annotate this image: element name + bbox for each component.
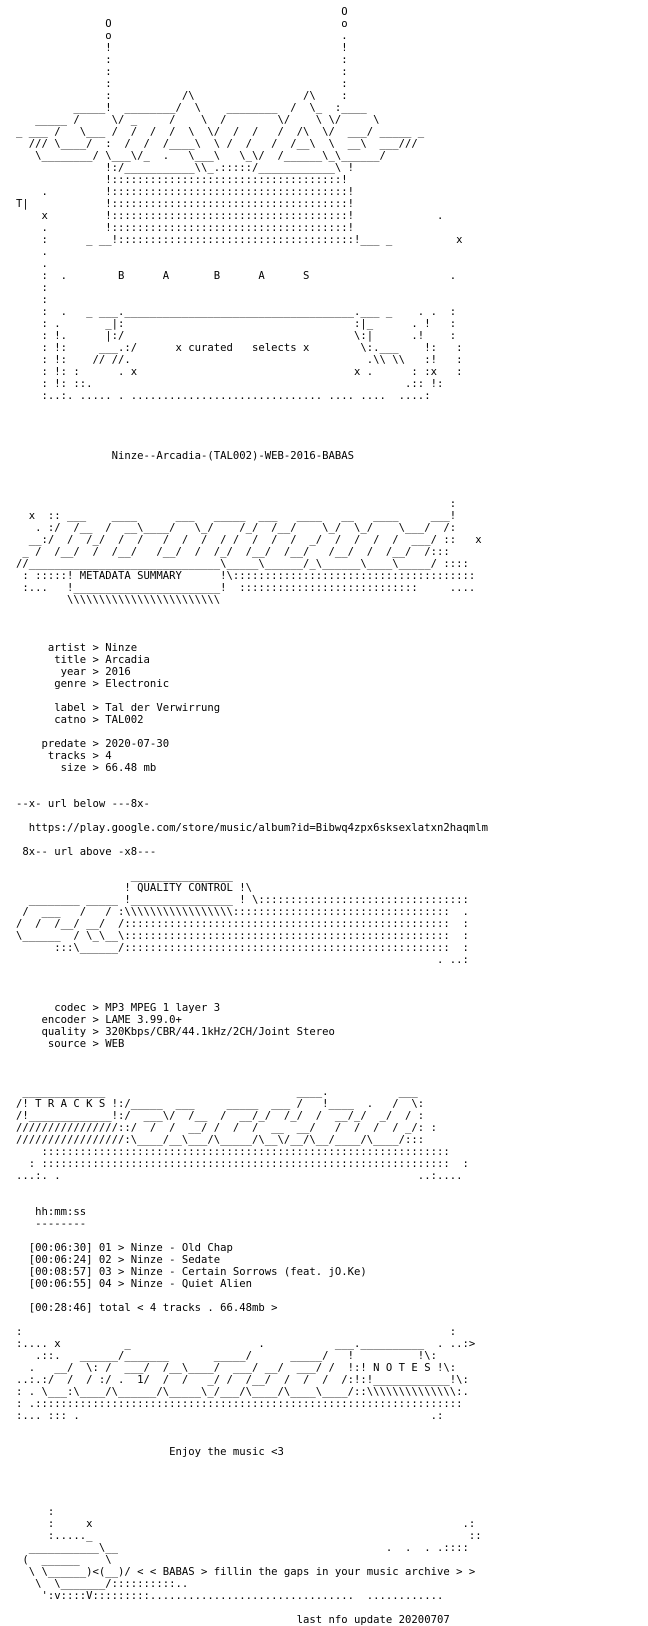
nfo-line [16,990,636,1002]
nfo-line: [00:06:24] 02 > Ninze - Sedate [16,1254,221,1266]
nfo-line [16,1422,636,1434]
nfo-line: :... !_______________________! :::::::::::::::::::::::::::: .... [16,582,476,594]
nfo-line: : _ __!:::::::::::::::::::::::::::::::::::::!___ _ x [16,234,463,246]
nfo-line: o . [16,30,348,42]
nfo-line [16,1290,636,1302]
nfo-line: : . _ ___.____________________________________.___ _ . . : [16,306,457,318]
nfo-line [16,726,636,738]
nfo-line: : : [16,66,348,78]
nfo-line: . [16,258,48,270]
nfo-line [16,1434,636,1446]
nfo-line: __:/ / /_/ / / / / / / / / / / _/ / / / / ___/ :: x [16,534,482,546]
nfo-line: --x- url below ---8x- [16,798,150,810]
nfo-line: x :: ___ ____ ___ _____ ___ ____ __ ____ ___! [16,510,457,522]
nfo-line [16,438,636,450]
nfo-line: . !:::::::::::::::::::::::::::::::::::::! [16,186,355,198]
nfo-line: : : [16,78,348,90]
nfo-line: / ___ / / :\\\\\\\\\\\\\\\\\:::::::::::::::::::::::::::::::::: . [16,906,469,918]
nfo-line: Ninze--Arcadia-(TAL002)-WEB-2016-BABAS [16,450,355,462]
nfo-line: : [16,1506,55,1518]
nfo-line: .::. ______/_______ _____/ _____/ ! !\: [16,1350,437,1362]
nfo-line: catno > TAL002 [16,714,144,726]
nfo-line: /////////////////:\____/__\___/\_____/\__\/__/\__/____/\____/::: [16,1134,425,1146]
nfo-line: year > 2016 [16,666,131,678]
nfo-line: ! ! [16,42,348,54]
nfo-line: predate > 2020-07-30 [16,738,170,750]
nfo-line [16,630,636,642]
nfo-line: : [16,498,457,510]
nfo-line: /// \____/ : / / /____\ \ / / / /__\ \ __\ ___/// [16,138,418,150]
nfo-line: https://play.google.com/store/music/album?id=Bibwq4zpx6sksexlatxn2haqmlm [16,822,488,834]
nfo-line [16,1194,636,1206]
nfo-line: . [16,246,48,258]
nfo-line: :....._ :: [16,1530,482,1542]
nfo-line [16,978,636,990]
nfo-line [16,1062,636,1074]
nfo-line: !::::::::::::::::::::::::::::::::::::! [16,174,348,186]
nfo-line: . !:::::::::::::::::::::::::::::::::::::! [16,222,355,234]
nfo-line: hh:mm:ss [16,1206,87,1218]
nfo-line: title > Arcadia [16,654,150,666]
nfo-line: label > Tal der Verwirrung [16,702,221,714]
nfo-line: : . _|: :|_ . ! : [16,318,457,330]
nfo-line: _ ___ / \___ / / / / \ \/ / / / /\ \/ ___/ _____ _ [16,126,425,138]
nfo-line [16,402,636,414]
nfo-line [16,486,636,498]
nfo-line: [00:08:57] 03 > Ninze - Certain Sorrows (feat. jO.Ke) [16,1266,367,1278]
nfo-line: :... ::: . .: [16,1410,444,1422]
nfo-line: \\\\\\\\\\\\\\\\\\\\\\\\ [16,594,221,606]
nfo-line: : . B A B A S . [16,270,457,282]
nfo-line: : !: // //. .\\ \\ :! : [16,354,463,366]
nfo-line: encoder > LAME 3.99.0+ [16,1014,182,1026]
nfo-line [16,1602,636,1614]
nfo-line: : [16,294,48,306]
nfo-line [16,834,636,846]
nfo-line: \________/ \___\/_ . \___\ \_\/ /______\_\______/ [16,150,386,162]
nfo-line: 8x-- url above -x8--- [16,846,157,858]
nfo-line [16,1074,636,1086]
nfo-line: : . \___:\____/\______/\_____\_/___/\____/\____\____/::\\\\\\\\\\\\\\:. [16,1386,469,1398]
nfo-line [16,1494,636,1506]
nfo-line [16,606,636,618]
nfo-line: : !: ::. .:: !: [16,378,444,390]
nfo-line: \ \_______/::::::::::.. [16,1578,189,1590]
nfo-line: source > WEB [16,1038,125,1050]
nfo-line: !:/___________\\_.:::::/____________\ ! [16,162,355,174]
nfo-line: ________________ [16,870,233,882]
nfo-line: : :::::! METADATA SUMMARY !\:::::::::::::::::::::::::::::::::::::: [16,570,476,582]
nfo-line: //______________________________\_____\______/_\______\____\_____/ :::: [16,558,469,570]
nfo-line: :..:. ..... . .............................. .... .... ....: [16,390,431,402]
nfo-line: \ \______)<(__)/ < < BABAS > fillin the gaps in your music archive > > [16,1566,476,1578]
nfo-line: /!_____________!:/ ___\/ /__ / __/_/ /_/ / __/_/ _/ / : [16,1110,425,1122]
nfo-line: ..:.:/ / / :/ . 1/ / / _/ / /__/ / / / /:!:!____________!\: [16,1374,469,1386]
nfo-line: : [16,282,48,294]
nfo-line: codec > MP3 MPEG 1 layer 3 [16,1002,221,1014]
nfo-line [16,414,636,426]
nfo-line [16,786,636,798]
nfo-line: [00:06:55] 04 > Ninze - Quiet Alien [16,1278,252,1290]
nfo-line: _ / /__/ / /__/ /__/ / /_/ /__/ /__/ /__/ / /__/ /::: [16,546,450,558]
nfo-line [16,474,636,486]
nfo-line: ___________\__ . . . .:::: [16,1542,469,1554]
nfo-line [16,1458,636,1470]
nfo-line: /! T R A C K S !:/_____ ___ _____ ___ / !____ . / \: [16,1098,425,1110]
nfo-line [16,1470,636,1482]
nfo-line: _____________ ____. ___ [16,1086,418,1098]
nfo-line: :::\______/::::::::::::::::::::::::::::::::::::::::::::::::::: : [16,942,469,954]
nfo-line [16,426,636,438]
nfo-line: : x .: [16,1518,476,1530]
nfo-line: O o [16,18,348,30]
nfo-line [16,690,636,702]
nfo-line: [00:06:30] 01 > Ninze - Old Chap [16,1242,233,1254]
nfo-line: : :::::::::::::::::::::::::::::::::::::::::::::::::::::::::::::::: : [16,1158,469,1170]
nfo-line: / / /__/ __/ /::::::::::::::::::::::::::::::::::::::::::::::::::: : [16,918,469,930]
nfo-line: Enjoy the music <3 [16,1446,284,1458]
nfo-line: . __/ \: / ___/ /__\____/ ___/ __/ ___/ / !:! N O T E S !\: [16,1362,457,1374]
nfo-line: genre > Electronic [16,678,170,690]
nfo-line: tracks > 4 [16,750,112,762]
nfo-line: ...:. . ..:.... [16,1170,463,1182]
nfo-line: x !:::::::::::::::::::::::::::::::::::::! . [16,210,444,222]
nfo-line [16,1182,636,1194]
nfo-line: \______ / \_\__\::::::::::::::::::::::::::::::::::::::::::::::::::: : [16,930,469,942]
nfo-line [16,1314,636,1326]
nfo-line: T| !:::::::::::::::::::::::::::::::::::::! [16,198,355,210]
nfo-line: . :/ /__ / __\____/ \_/ /_/ /__/ \_/ \_/ \___/ /: [16,522,457,534]
nfo-line: _____ / \/ _ / \ / \/ \ \/ \ [16,114,380,126]
nfo-line: last nfo update 20200707 [16,1614,450,1626]
nfo-line: : /\ /\ : [16,90,348,102]
nfo-line: : : [16,1326,457,1338]
nfo-line [16,1482,636,1494]
nfo-line: : !: ___.:/ x curated selects x \:.___ !: : [16,342,463,354]
nfo-line [16,774,636,786]
nfo-line: size > 66.48 mb [16,762,157,774]
nfo-line [16,1050,636,1062]
nfo-line: _____! ________/ \ ________ / \_ :____ [16,102,367,114]
nfo-line [16,966,636,978]
nfo-line: . ..: [16,954,469,966]
nfo-line: quality > 320Kbps/CBR/44.1kHz/2CH/Joint Stereo [16,1026,335,1038]
nfo-line: : !: : . x x . : :x : [16,366,463,378]
nfo-line: artist > Ninze [16,642,138,654]
nfo-line: ( ______ \ [16,1554,112,1566]
nfo-line: : !. |:/ \:| .! : [16,330,457,342]
nfo-line [16,810,636,822]
nfo-line: : : [16,54,348,66]
nfo-line: ________ _____ !________________ ! \::::::::::::::::::::::::::::::::: [16,894,469,906]
nfo-line: O [16,6,348,18]
nfo-line: : .::::::::::::::::::::::::::::::::::::::::::::::::::::::::::::::::::: [16,1398,463,1410]
nfo-line: ':v::::V:::::::::................................ ............ [16,1590,444,1602]
nfo-line: :.... x _ . ___.__________ . ..:> [16,1338,476,1350]
nfo-line [16,858,636,870]
nfo-line [16,462,636,474]
nfo-line [16,618,636,630]
nfo-line: :::::::::::::::::::::::::::::::::::::::::::::::::::::::::::::::: [16,1146,450,1158]
nfo-document [16,6,636,1626]
nfo-line: ! QUALITY CONTROL !\ [16,882,252,894]
nfo-line: [00:28:46] total < 4 tracks . 66.48mb > [16,1302,278,1314]
nfo-line [16,1230,636,1242]
nfo-line: -------- [16,1218,87,1230]
nfo-line: ////////////////::/ / / __/ / / / __ __/ / / / / _/: : [16,1122,437,1134]
